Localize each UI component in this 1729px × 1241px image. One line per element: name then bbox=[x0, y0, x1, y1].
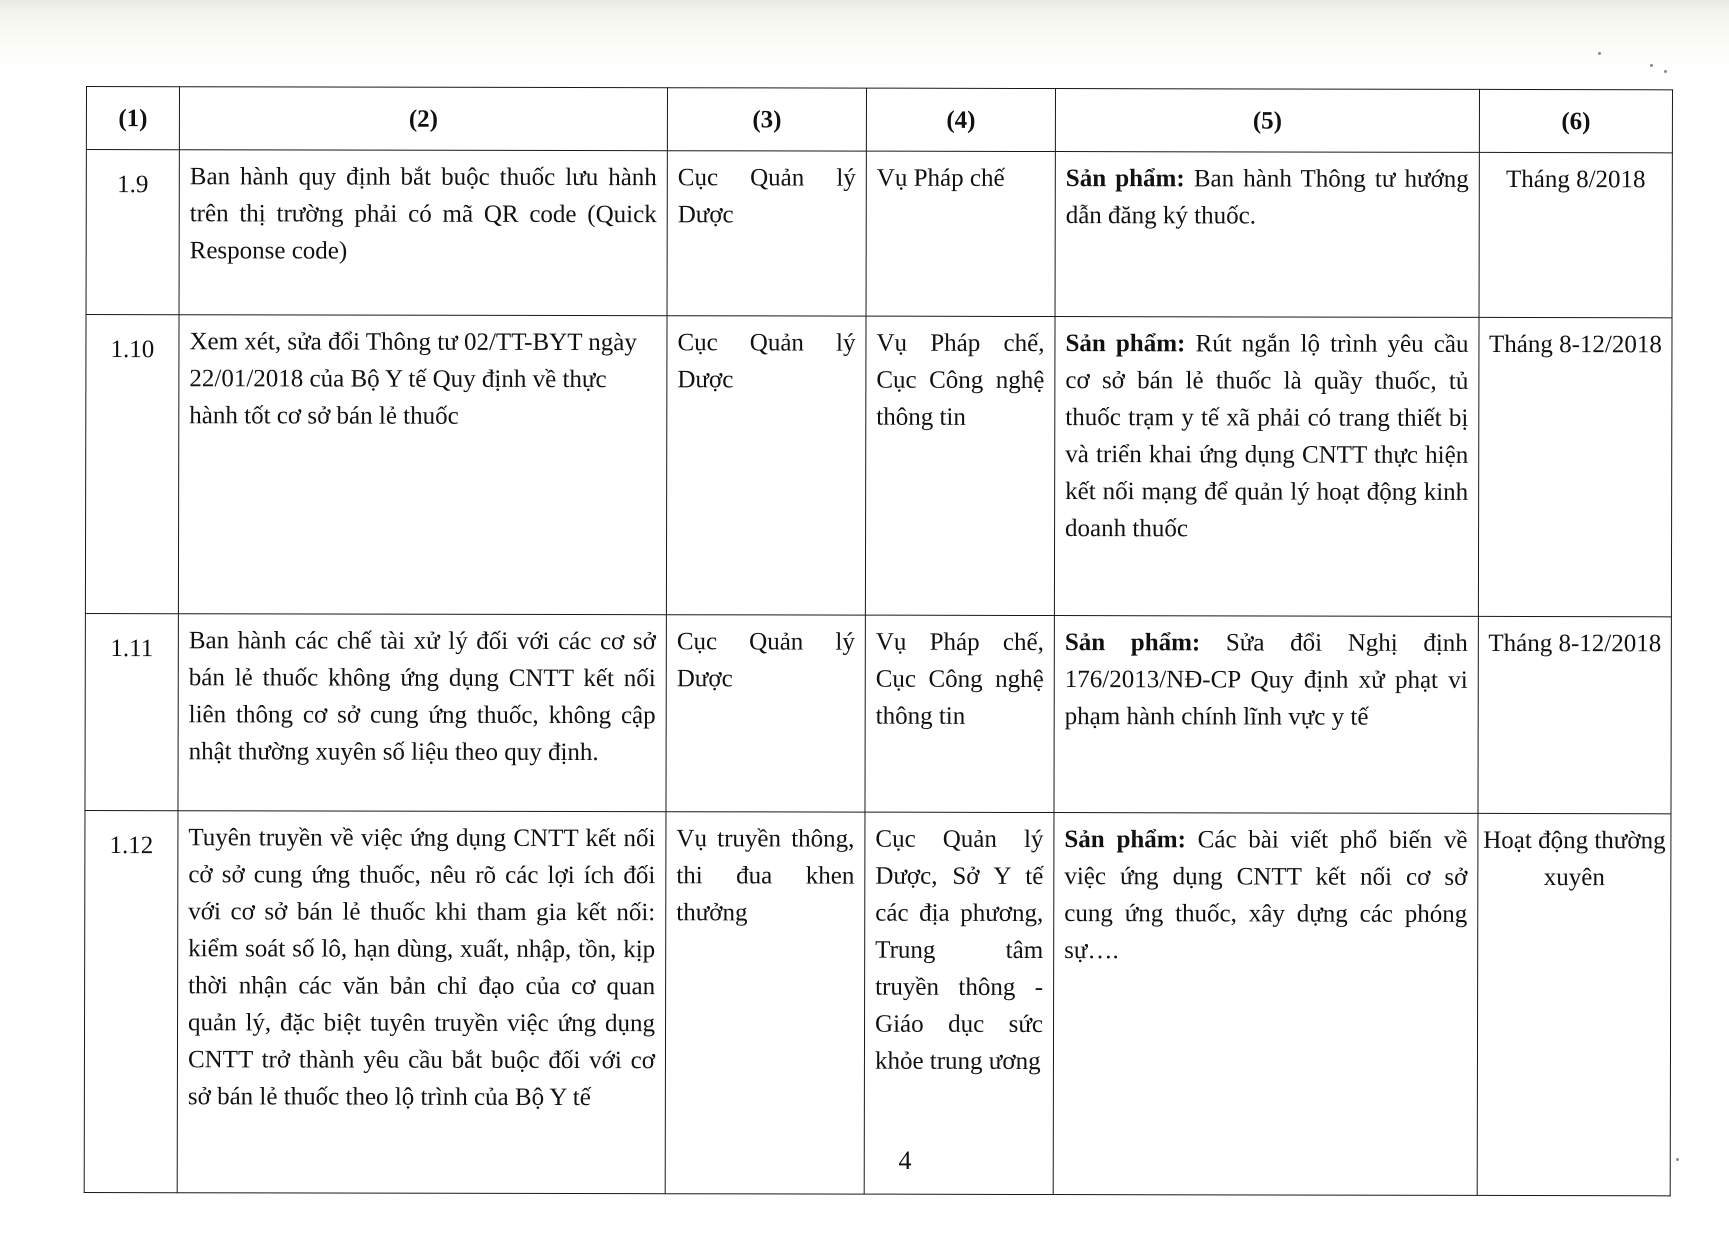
product-cell bbox=[1054, 317, 1479, 617]
product-text: Rút ngắn lộ trình yêu cầu cơ sở bán lẻ thuốc là quầy thuốc, tủ thuốc trạm y tế xã phải có trang thiết bị và triển khai ứng dụng CNTT thực hiện kết nối mạng để quản lý hoạt động kinh doanh thuốc bbox=[1065, 330, 1469, 543]
row-number: 1.12 bbox=[84, 810, 178, 1192]
task-description: Tuyên truyền về việc ứng dụng CNTT kết nối cở sở cung ứng thuốc, nêu rõ các lợi ích đối với cơ sở bán lẻ thuốc khi tham gia kết nối: kiểm soát số lô, hạn dùng, xuất, nhập, tồn, kịp thời nhận các văn bản chỉ đạo của cơ quan quản lý, đặc biệt tuyên truyền việc ứng dụng CNTT trở thành yêu cầu bắt buộc đối với cơ sở bán lẻ thuốc theo lộ trình của Bộ Y tế bbox=[177, 811, 666, 1194]
header-col-3: (3) bbox=[667, 88, 866, 151]
header-col-2: (2) bbox=[179, 87, 667, 151]
lead-unit: Cục Quản lý Dược bbox=[666, 615, 865, 812]
product-text: Các bài viết phổ biến về việc ứng dụng CNTT kết nối cơ sở cung ứng thuốc, xây dựng các phóng sự…. bbox=[1064, 826, 1468, 965]
scan-speck bbox=[1664, 70, 1667, 73]
product-cell bbox=[1054, 616, 1478, 814]
task-description: Ban hành các chế tài xử lý đối với các cơ sở bán lẻ thuốc không ứng dụng CNTT kết nối liên thông cơ sở cung ứng thuốc, không cập nhật thường xuyên số liệu theo quy định. bbox=[178, 614, 666, 812]
product-cell bbox=[1055, 152, 1479, 318]
lead-unit: Vụ truyền thông, thi đua khen thưởng bbox=[665, 812, 865, 1194]
product-label: Sản phẩm: bbox=[1065, 330, 1186, 358]
coordinating-unit: Cục Quản lý Dược, Sở Y tế các địa phương, Trung tâm truyền thông - Giáo dục sức khỏe trung ương bbox=[864, 812, 1054, 1194]
product-label: Sản phẩm: bbox=[1064, 629, 1201, 657]
lead-unit: Cục Quản lý Dược bbox=[667, 151, 866, 316]
scan-speck bbox=[1650, 64, 1653, 67]
table-row bbox=[84, 810, 1671, 1195]
deadline: Tháng 8-12/2018 bbox=[1478, 317, 1672, 616]
deadline: Hoạt động thường xuyên bbox=[1477, 813, 1671, 1195]
row-number: 1.11 bbox=[85, 613, 178, 810]
scan-speck bbox=[1598, 52, 1601, 55]
task-description: Ban hành quy định bắt buộc thuốc lưu hành trên thị trường phải có mã QR code (Quick Response code) bbox=[179, 150, 667, 316]
table-row bbox=[86, 150, 1672, 318]
deadline: Tháng 8-12/2018 bbox=[1478, 616, 1671, 813]
table-header-row bbox=[86, 87, 1672, 153]
header-col-6: (6) bbox=[1479, 89, 1672, 152]
product-text: Sửa đổi Nghị định 176/2013/NĐ-CP Quy định xử phạt vi phạm hành chính lĩnh vực y tế bbox=[1064, 629, 1468, 731]
scan-speck bbox=[1676, 1158, 1679, 1161]
row-number: 1.9 bbox=[86, 150, 179, 315]
header-col-1: (1) bbox=[86, 87, 179, 150]
product-label: Sản phẩm: bbox=[1065, 165, 1185, 193]
product-label: Sản phẩm: bbox=[1064, 826, 1186, 854]
coordinating-unit: Vụ Pháp chế, Cục Công nghệ thông tin bbox=[865, 316, 1055, 615]
lead-unit: Cục Quản lý Dược bbox=[666, 316, 866, 615]
row-number: 1.10 bbox=[85, 315, 179, 614]
table-row bbox=[85, 613, 1671, 813]
table-row bbox=[85, 315, 1672, 617]
coordinating-unit: Vụ Pháp chế bbox=[866, 151, 1055, 316]
header-col-5: (5) bbox=[1055, 89, 1479, 153]
page-number: 4 bbox=[898, 1146, 912, 1175]
task-description: Xem xét, sửa đổi Thông tư 02/TT-BYT ngày 22/01/2018 của Bộ Y tế Quy định về thực hành tốt cơ sở bán lẻ thuốc bbox=[178, 315, 667, 615]
action-plan-table bbox=[84, 86, 1673, 1196]
product-text: Ban hành Thông tư hướng dẫn đăng ký thuốc. bbox=[1065, 165, 1469, 230]
header-col-4: (4) bbox=[866, 88, 1055, 151]
deadline: Tháng 8/2018 bbox=[1479, 152, 1672, 317]
product-cell bbox=[1053, 813, 1478, 1196]
coordinating-unit: Vụ Pháp chế, Cục Công nghệ thông tin bbox=[865, 615, 1054, 812]
